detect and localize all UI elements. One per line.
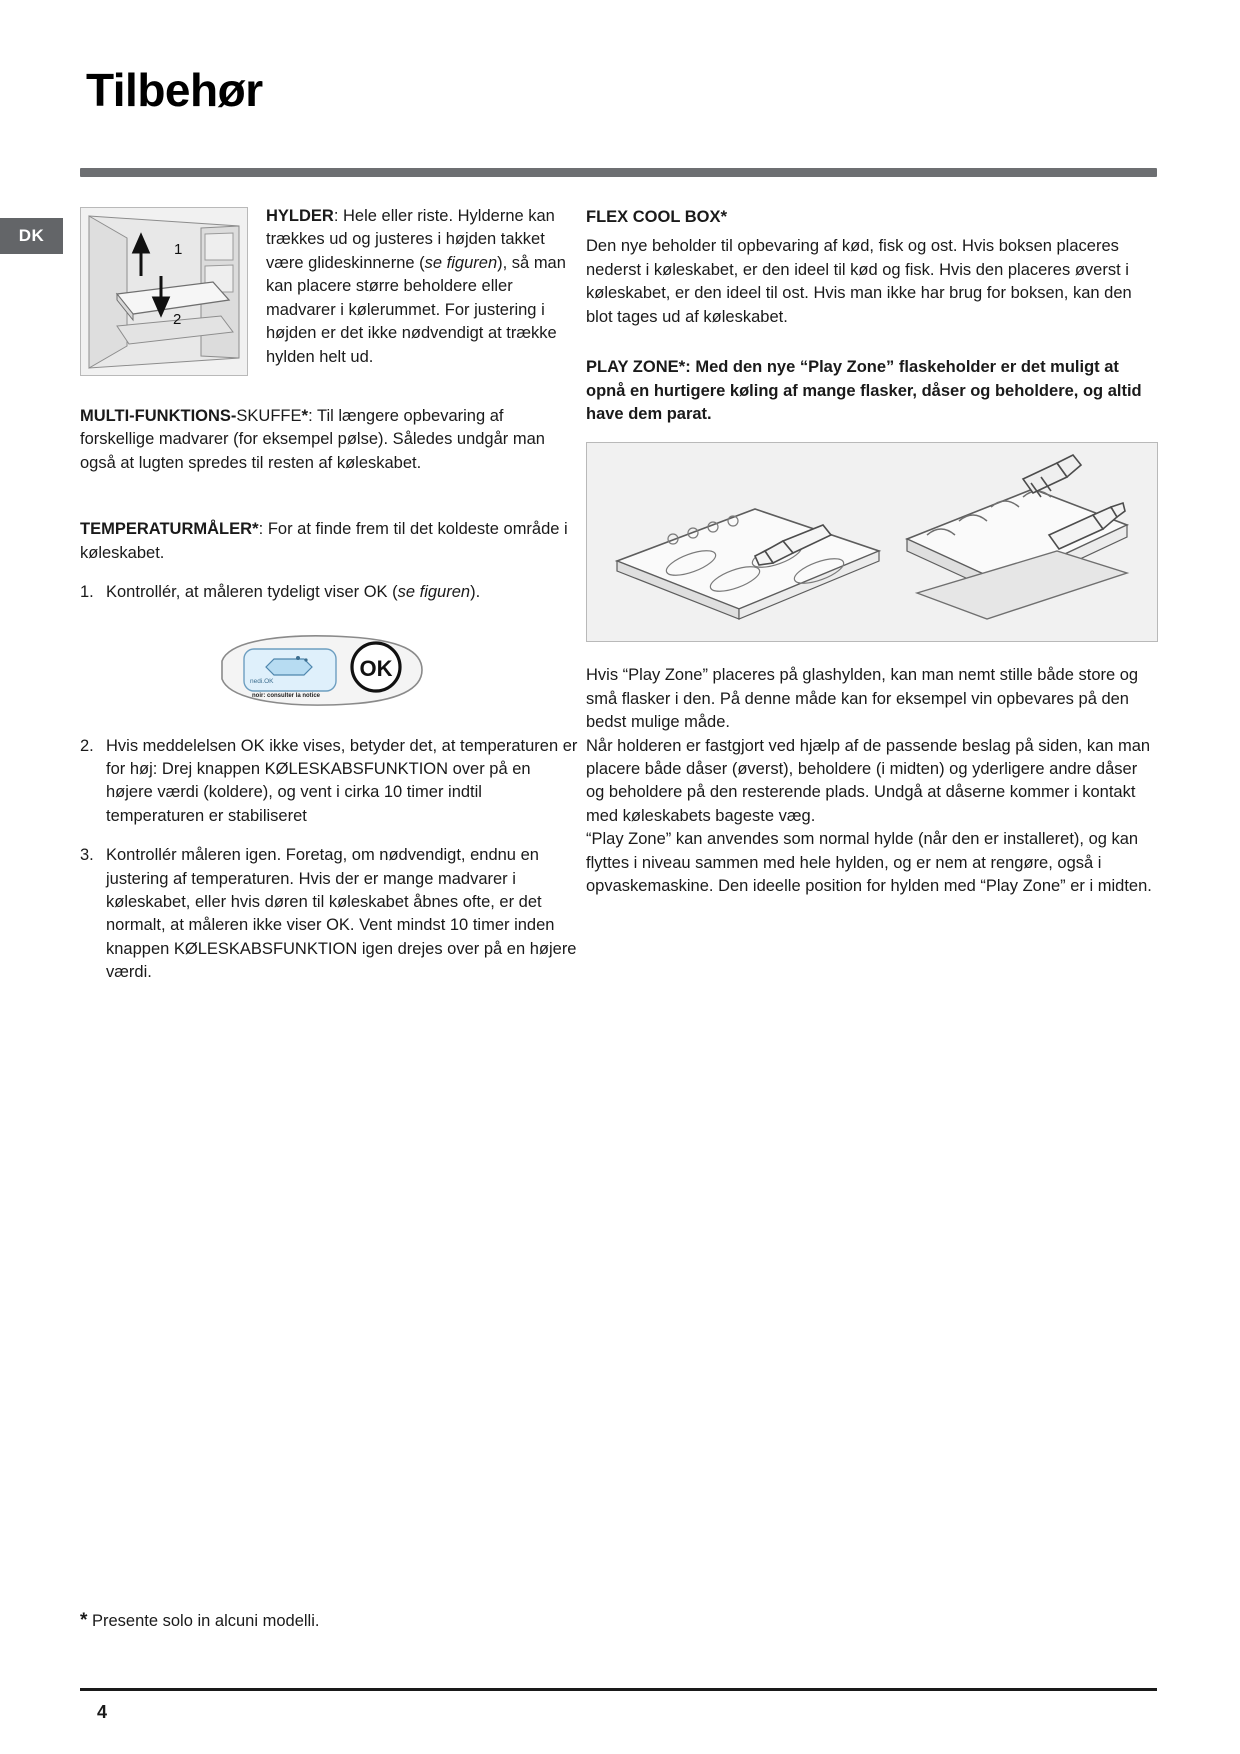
page-title: Tilbehør <box>86 63 263 116</box>
multi-drawer-heading-bold: MULTI-FUNKTIONS- <box>80 407 237 425</box>
thermometer-steps-continued <box>80 735 580 985</box>
play-zone-illustration <box>586 442 1158 642</box>
step-text-part2: ). <box>470 583 481 602</box>
play-zone-heading: PLAY ZONE <box>586 358 679 377</box>
flex-cool-box-heading-line <box>586 205 1158 229</box>
shelves-body-part1: : Hele eller riste. Hylderne kan trækkes ud og justeres i højden takket være glideskinnerne ( <box>266 207 555 272</box>
list-item <box>80 844 580 985</box>
multi-drawer-heading-rest: SKUFFE <box>236 407 302 425</box>
footnote-marker: * <box>80 1610 88 1631</box>
shelf-illustration <box>80 207 248 376</box>
shelves-body-italic: se figuren <box>424 253 498 272</box>
gauge-small-label-left: nedi.OK <box>250 677 274 685</box>
flex-cool-box-body: Den nye beholder til opbevaring af kød, fisk og ost. Hvis boksen placeres nederst i køleskabet, er den ideel til kød og fisk. Hvis den placeres øverst i køleskabet, er den ideel til ost. Hvis man ikke har brug for boksen, kan den blot tages ud af køleskabet. <box>586 237 1132 326</box>
thermometer-paragraph <box>80 517 580 565</box>
thermometer-heading: TEMPERATURMÅLER <box>80 520 253 539</box>
list-item <box>80 581 580 604</box>
shelf-label-1: 1 <box>174 241 183 258</box>
language-tab: DK <box>0 218 63 254</box>
multi-drawer-body: : Til længere opbevaring af forskellige madvarer (for eksempel pølse). Således undgår man også at lugten spredes til resten af køleskabet. <box>80 407 545 472</box>
footer-divider <box>80 1688 1157 1691</box>
step-text-part1: Kontrollér måleren igen. Foretag, om nødvendigt, endnu en justering af temperaturen. Hvis der er mange madvarer i køleskabet, eller hvis døren til køleskabet åbnes ofte, er det normalt, at måleren ikke viser OK. Vent mindst 10 timer inden knappen KØLESKABSFUNKTION igen drejes over på en højere værdi. <box>106 846 577 982</box>
flex-cool-box-star: * <box>720 207 728 226</box>
gauge-ok-label: OK <box>359 655 393 681</box>
play-zone-heading-body: : Med den nye “Play Zone” flaskeholder er det muligt at opnå en hurtigere køling af mange flasker, dåser og beholdere, og altid have dem parat. <box>586 358 1142 423</box>
step-number: 3. <box>80 846 94 865</box>
play-zone-paragraph-1: Hvis “Play Zone” placeres på glashylden, kan man nemt stille både store og små flasker i den. På denne måde kan for eksempel vin opbevares på den bedst mulige måde. <box>586 666 1139 732</box>
step-number: 2. <box>80 736 94 755</box>
thermometer-star: * <box>252 519 259 539</box>
step-number: 1. <box>80 583 94 602</box>
shelf-label-2: 2 <box>173 311 182 328</box>
footnote-text: Presente solo in alcuni modelli. <box>92 1612 320 1630</box>
gauge-small-label-bottom: noir: consulter la notice <box>252 692 321 699</box>
multi-drawer-paragraph <box>80 404 580 475</box>
play-zone-paragraph-3: “Play Zone” kan anvendes som normal hylde (når den er installeret), og kan flyttes i niveau sammen med hele hylden, og er nem at rengøre, også i opvaskemaskine. Den ideelle position for hylden med “Play Zone” er i midten. <box>586 830 1152 896</box>
play-zone-heading-paragraph <box>586 355 1158 426</box>
temperature-gauge-illustration <box>200 631 440 709</box>
footnote <box>80 1610 319 1632</box>
step-text-italic: se figuren <box>397 583 471 602</box>
right-column <box>586 205 1158 915</box>
play-zone-star: * <box>678 357 686 377</box>
thermometer-steps <box>80 581 580 604</box>
multi-drawer-star: * <box>301 406 309 425</box>
left-column <box>80 205 580 1001</box>
shelves-body-part2: ), så man kan placere større beholdere eller madvarer i kølerummet. For justering i højden er det ikke nødvendigt at trække hylden helt ud. <box>266 253 566 366</box>
play-zone-paragraph-2: Når holderen er fastgjort ved hjælp af de passende beslag på siden, kan man placere både dåser (øverst), beholdere (i midten) og yderligere andre dåser og beholdere på den resterende plads. Undgå at dåserne kommer i kontakt med køleskabets bageste væg. <box>586 736 1151 825</box>
header-divider <box>80 168 1157 177</box>
shelves-section <box>80 205 580 380</box>
step-text-part1: Kontrollér, at måleren tydeligt viser OK ( <box>106 583 398 602</box>
list-item <box>80 735 580 829</box>
flex-cool-box-heading: FLEX COOL BOX <box>586 208 721 226</box>
step-text-part1: Hvis meddelelsen OK ikke vises, betyder det, at temperaturen er for høj: Drej knappen KØLESKABSFUNKTION over på en højere værdi (koldere), og vent i cirka 10 timer indtil temperaturen er stabiliseret <box>106 736 578 825</box>
page-number: 4 <box>97 1702 108 1722</box>
shelves-heading: HYLDER <box>266 207 334 225</box>
thermometer-body: : For at finde frem til det koldeste område i køleskabet. <box>80 520 568 562</box>
